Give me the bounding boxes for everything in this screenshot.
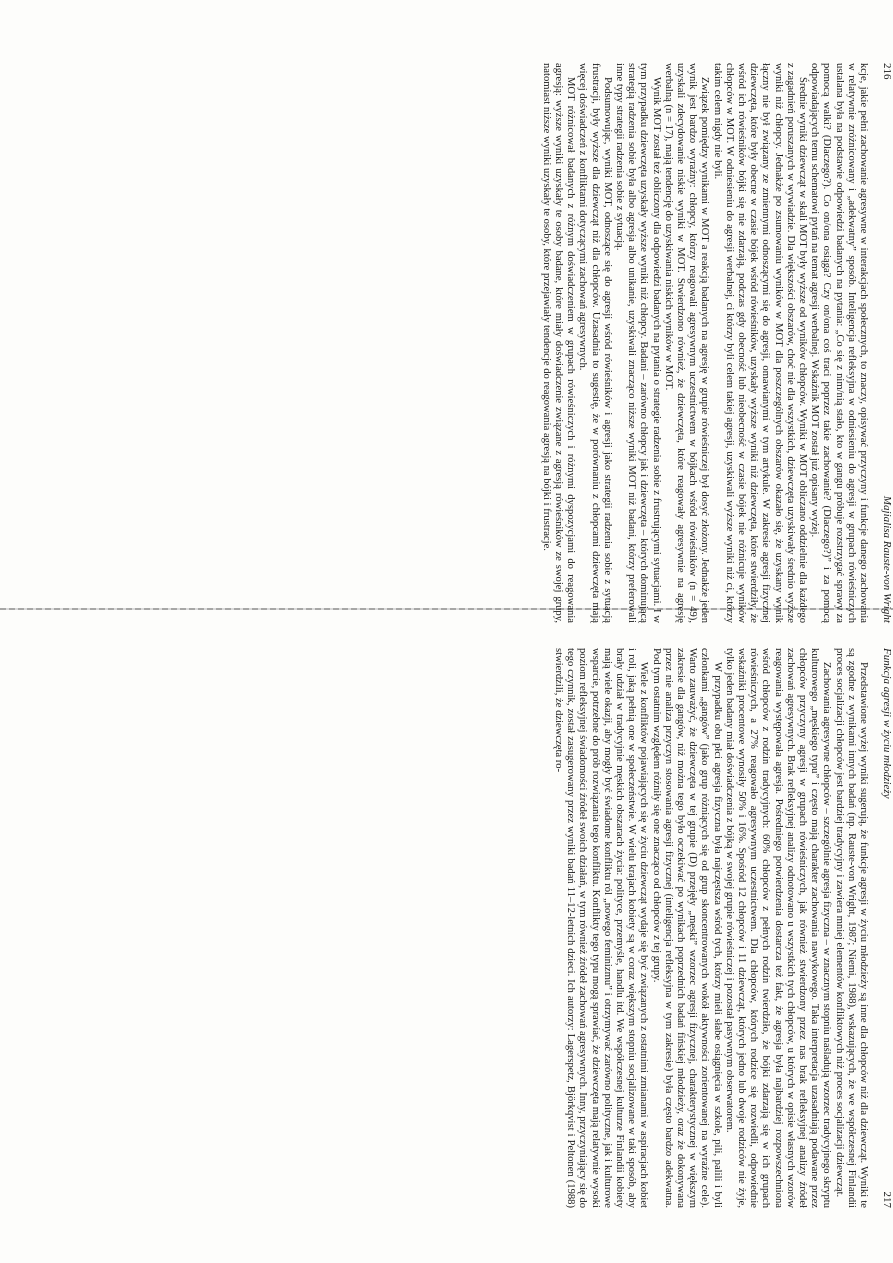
right-page (193, 648, 893, 1208)
left-page-number: 216 (881, 63, 893, 80)
paragraph: Wiele z konfliktów pojawiających się w życiu dziewcząt wydaje się być związanych z ostatnimi zmianami w aspiracjach kobiet i roli, jaką pełnią one w społeczeństwie. W wielu krajach kobiety są w coraz większym stopniu socjalizowane w taki sposób, aby brały udział w tradycyjnie męskich obszarach życia: polityce, przemyśle, handlu itd. We współczesnej kulturze Finlandii kobiety mają wiele okazji, aby mogły być świadome konfliktu ról „nowego feminizmu” i otrzymywać zarówno polityczne, jak i kulturowe wsparcie, potrzebne do prób rozwiązania tego konfliktu. Konflikty tego typu mogą sprawiać, że dziewczęta mają relatywnie wysoki poziom refleksyjnej świadomości źródeł swoich działań, w tym również źródeł zachowań agresywnych. Inny, przyczyniający się do tego czynnik, został zasugerowany przez wyniki badań 11–12-letnich dzieci. Ich autorzy: Lagerspetz, Björkqvist i Peltonen (1988) stwierdzili, że dziewczęta ro- (552, 648, 650, 1208)
paragraph: W przypadku obu płci agresja fizyczna była najczęstsza wśród tych, którzy mieli słabe osiągnięcia w szkole, pili, palili i byli członkami „gangów” (jako grup różniących się od grup skoncentrowanych wokół aktywności zorientowanej na wyraźne cele). Warto zauważyć, że dziewczęta w tej grupie (D) przejęły „męski” wzorzec agresji fizycznej, charakterystycznej w większym zakresie dla gangów, niż można tego było oczekiwać po wynikach poprzednich badań fińskiej młodzieży, oraz że dokonywana przez nie analiza przyczyn stosowania agresji fizycznej (inteligencja refleksyjna w tym zakresie) była często bardzo adekwatna. Pod tym ostatnim względem różniły się one znacząco od chłopców z tej grupy. (650, 648, 723, 1208)
paragraph: Przedstawione wyżej wyniki sugerują, że funkcje agresji w życiu młodzieży są inne dla chłopców niż dla dziewcząt. Wyniki te są zgodne z wynikami innych badań (np. Rauste-von Wright, 1987; Niemi, 1988), wskazujących, że we współczesnej Finlandii proces socjalizacji chłopców jest bardziej tradycyjny i zawiera mniej elementów konfliktowych niż proces socjalizacji dziewcząt. (833, 648, 869, 1208)
right-running-title: Funkcja agresji w życiu młodzieży (881, 648, 893, 799)
paragraph: Wynik MOT został też obliczony dla odpowiedzi badanych na pytania o strategie radzenia sobie z frustrującymi sytuacjami. I w tym przypadku dziewczęta uzyskały wyższe wyniki niż chłopcy. Badani – zarówno chłopcy jak i dziewczęta – których dominującą strategią radzenia sobie była albo agresja albo unikanie, uzyskiwali znacząco niższe wyniki MOT niż badani, którzy preferowali inne typy strategii radzenia sobie z sytuacją. (613, 63, 662, 623)
paragraph: Średnie wyniki dziewcząt w skali MOT były wyższe od wyników chłopców. Wyniki w MOT obliczano oddzielnie dla każdego z zagadnień poruszanych w wywiadzie. Dla większości obszarów, choć nie dla wszystkich, dziewczęta uzyskiwały średnio wyższe wyniki niż chłopcy. Jednakże po zsumowaniu wyników w MOT dla poszczególnych obszarów okazało się, że uzyskany wynik łączny nie był związany ze zmiennymi odnoszącymi się do agresji, omawianymi w tym artykule. W zakresie agresji fizycznej dziewczęta, które były obecne w czasie bójek wśród rówieśników, uzyskały wyższe wyniki niż dziewczęta, które stwierdziły, że wśród ich rówieśników bójki się nie zdarzają, podczas gdy obecność lub nieobecność w czasie bójek nie różnicuje wyników chłopców w MOT. W odniesieniu do agresji werbalnej, ci którzy byli celem takiej agresji, uzyskiwali wyższe wyniki niż ci, którzy takim celem nigdy nie byli. (711, 63, 808, 623)
paragraph: kcje, jakie pełni zachowanie agresywne w interakcjach społecznych, to znaczy, opisywać przyczyny i funkcje danego zachowania w relatywnie zróżnicowany i „adekwatny” sposób. Inteligencja refleksyjna w odniesieniu do agresji w grupach rówieśniczych ustalana była na podstawie odpowiedzi badanych na pytania: „Co się z nim/nią stało, kto w gangu próbuje rozstrzygać sprawy za pomocą walki? (Dlaczego?). Co on/ona osiąga? Czy on/ona coś traci poprzez takie zachowanie? (Dlaczego?)” i za pomocą odpowiadających temu schematowi pytań na temat agresji werbalnej. Wskaźnik MOT został już opisany wyżej. (809, 63, 869, 623)
paragraph: MOT różnicował badanych z różnym doświadczeniem w grupach rówieśniczych i różnymi dyspozycjami do reagowania agresją: wyższe wyniki uzyskały te osoby badane, które miały doświadczenie związane z agresją rówieśników ze swojej grupy, natomiast niższe wyniki uzyskały te osoby, które przejawiały tendencje do reagowania agresją na bójki i frustracje. (540, 63, 577, 623)
paragraph: Zachowania agresywne chłopców – szczególnie agresja fizyczna – w znacznym stopniu naśladują wzorzec tradycyjnego skryptu kulturowego „męskiego typu” i często mają charakter zachowania nawykowego. Taka interpretacja uzasadniają podawane przez chłopców przyczyny agresji w grupach rówieśniczych, jak również stwierdzony przez nas brak refleksyjnej analizy źródeł zachowań agresywnych. Brak refleksyjnej analizy odnotowano u wszystkich tych chłopców, u których w opisie własnych wzorów reagowania występowała agresja. Pośredniego potwierdzenia dostarcza też fakt, że agresja była najbardziej rozpowszechniona wśród chłopców z rodzin tradycyjnych: 60% chłopców z pełnych rodzin twierdziło, że bójki zdarzają się w ich grupach rówieśniczych, a 27% reagowało agresywnym uczestnictwem. Dla chłopców, których rodzice się rozwiedli, odpowiednie wskaźniki procentowe wynosiły 50% i 16%. Spośród 12 chłopców i 11 dziewcząt, których jedno lub dwoje rodziców nie żyje, tylko jeden badany miał doświadczenia z bójką w swojej grupie rówieśniczej i pozostał pasywnym obserwatorem. (723, 648, 833, 1208)
left-running-title: Majialisa Rauste-von Wright (881, 495, 893, 623)
left-body-text (540, 63, 869, 623)
right-page-number: 217 (881, 1191, 893, 1208)
right-running-head (875, 648, 893, 1208)
paragraph: Podsumowując, wyniki MOT, odnoszące się do agresji wśród rówieśników i agresji jako strategii radzenia sobie z sytuacją frustracji, były wyższe dla dziewcząt niż dla chłopców. Uzasadnia to sugestię, że w porównaniu z chłopcami dziewczęta mają więcej doświadczeń z konfliktami dotyczącymi zachowań agresywnych. (577, 63, 613, 623)
right-body-text (552, 648, 869, 1208)
left-running-head (875, 63, 893, 623)
left-page (193, 63, 893, 623)
paragraph: Związek pomiędzy wynikami w MOT a reakcją badanych na agresję w grupie rówieśniczej był dosyć złożony. Jednakże jeden wynik jest bardzo wyraźny: chłopcy, którzy reagowali agresywnym uczestnictwem w bójkach wśród rówieśników (n = 49), uzyskali zdecydowanie niskie wyniki w MOT. Stwierdzono również, że dziewczęta, które reagowały agresywnie na agresję werbalną (n = 17), mają tendencję do uzyskiwania niskich wyników w MOT. (662, 63, 711, 623)
